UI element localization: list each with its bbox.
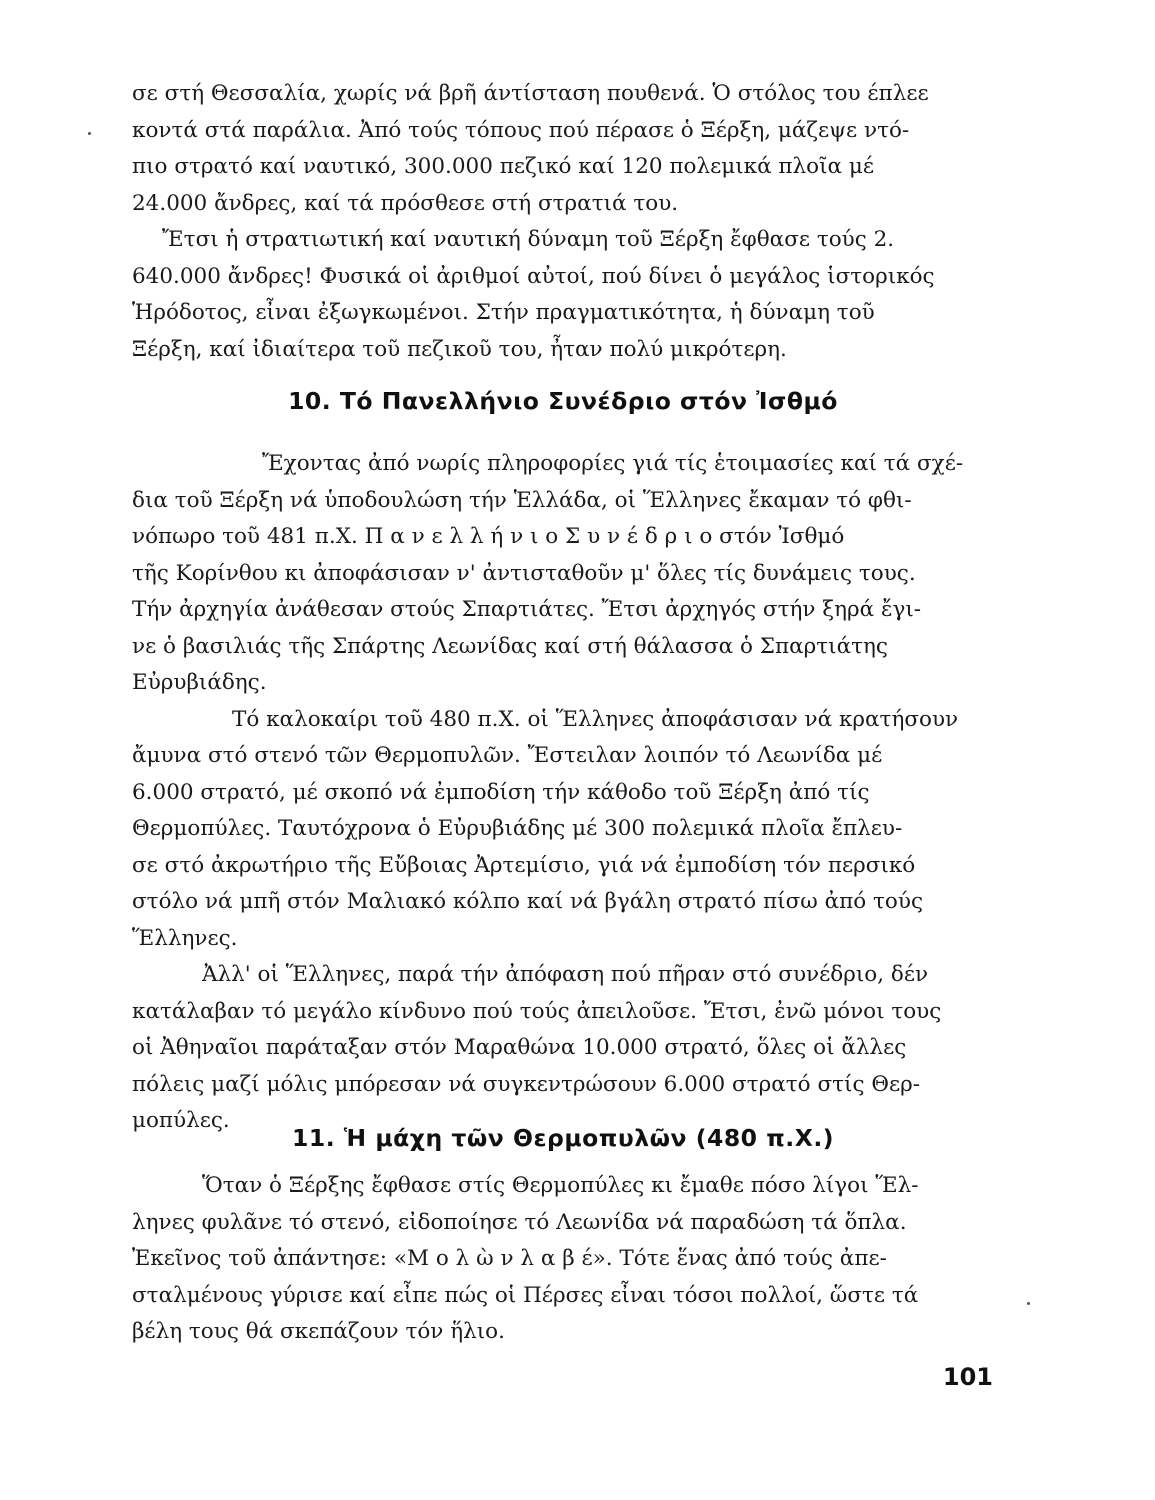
text-line: Εὐρυβιάδης. [132,670,267,695]
text-line: βέλη τους θά σκεπάζουν τόν ἥλιο. [132,1319,505,1344]
page-number: 101 [942,1363,993,1391]
text-line: κατάλαβαν τό μεγάλο κίνδυνο πού τούς ἀπειλοῦσε. Ἔτσι, ἐνῶ μόνοι τους [132,998,942,1024]
text-line: σε στό ἀκρωτήριο τῆς Εὔβοιας Ἀρτεμίσιο, γιά νά ἐμποδίση τόν περσικό [132,852,916,878]
text-block-congress [132,446,994,1140]
text-line: νόπωρο τοῦ 481 π.Χ. Π α ν ε λ λ ή ν ι ο Σ υ ν έ δ ρ ι ο στόν Ἰσθμό [132,524,845,549]
text-line: Ἔχοντας ἀπό νωρίς πληροφορίες γιά τίς ἑτοιμασίες καί τά σχέ- [262,451,964,476]
text-line: Ἀλλ' οἱ Ἕλληνες, παρά τήν ἀπόφαση πού πῆραν στό συνέδριο, δέν [202,962,929,987]
text-line: Τό καλοκαίρι τοῦ 480 π.Χ. οἱ Ἕλληνες ἀποφάσισαν νά κρατήσουν [232,706,959,732]
text-line: Ἡρόδοτος, εἶναι ἐξωγκωμένοι. Στήν πραγματικότητα, ἡ δύναμη τοῦ [132,300,875,325]
text-line: 6.000 στρατό, μέ σκοπό νά ἐμποδίση τήν κάθοδο τοῦ Ξέρξη ἀπό τίς [132,779,870,805]
text-line: Ὅταν ὁ Ξέρξης ἔφθασε στίς Θερμοπύλες κι ἔμαθε πόσο λίγοι Ἕλ- [202,1173,919,1198]
text-line: σε στή Θεσσαλία, χωρίς νά βρῆ άντίσταση πουθενά. Ὁ στόλος του έπλεε [132,81,929,106]
text-line: Τήν ἀρχηγία ἀνάθεσαν στούς Σπαρτιάτες. Ἔτσι ἀρχηγός στήν ξηρά ἔγι- [132,597,922,622]
text-line: 24.000 ἄνδρες, καί τά πρόσθεσε στή στρατιά του. [132,190,679,216]
text-line: Ἕλληνες. [132,925,238,951]
text-line: τῆς Κορίνθου κι ἀποφάσισαν ν' ἀντισταθοῦν μ' ὅλες τίς δυνάμεις τους. [132,560,916,586]
text-block-intro [132,76,994,368]
scan-speck [1027,1302,1030,1305]
text-line: νε ὁ βασιλιάς τῆς Σπάρτης Λεωνίδας καί στή θάλασσα ὁ Σπαρτιάτης [132,633,888,659]
text-line: 640.000 ἄνδρες! Φυσικά οἱ ἀριθμοί αὐτοί, πού δίνει ὁ μεγάλος ἱστορικός [132,263,935,289]
text-line: Ξέρξη, καί ἰδιαίτερα τοῦ πεζικοῦ του, ἦταν πολύ μικρότερη. [132,336,787,362]
section-heading-11: 11. Ἡ μάχη τῶν Θερμοπυλῶν (480 π.Χ.) [292,1124,834,1152]
text-line: στόλο νά μπῆ στόν Μαλιακό κόλπο καί νά βγάλη στρατό πίσω ἀπό τούς [132,889,923,914]
text-line: οἱ Ἀθηναῖοι παράταξαν στόν Μαραθώνα 10.000 στρατό, ὅλες οἱ ἄλλες [132,1035,907,1060]
text-line: κοντά στά παράλια. Ἀπό τούς τόπους πού πέρασε ὁ Ξέρξη, μάζεψε ντό- [132,117,910,143]
text-line: ἄμυνα στό στενό τῶν Θερμοπυλῶν. Ἔστειλαν λοιπόν τό Λεωνίδα μέ [132,743,883,768]
text-line: Ἔτσι ἡ στρατιωτική καί ναυτική δύναμη τοῦ Ξέρξη ἔφθασε τούς 2. [162,227,895,252]
text-line: Θερμοπύλες. Ταυτόχρονα ὁ Εὐρυβιάδης μέ 300 πολεμικά πλοῖα ἔπλευ- [132,816,903,841]
text-block-battle [132,1168,994,1351]
text-line: Ἐκεῖνος τοῦ ἀπάντησε: «Μ ο λ ὼ ν λ α β έ». Τότε ἕνας ἀπό τούς ἀπε- [132,1246,887,1271]
scan-speck [88,132,91,135]
section-heading-10: 10. Τό Πανελλήνιο Συνέδριο στόν Ἰσθμό [288,387,838,415]
text-line: μοπύλες. [132,1108,230,1133]
text-line: πιο στρατό καί ναυτικό, 300.000 πεζικό καί 120 πολεμικά πλοῖα μέ [132,154,875,179]
text-line: ληνες φυλᾶνε τό στενό, εἰδοποίησε τό Λεωνίδα νά παραδώση τά ὅπλα. [132,1209,907,1235]
text-line: δια τοῦ Ξέρξη νά ὑποδουλώση τήν Ἑλλάδα, οἱ Ἕλληνες ἔκαμαν τό φθι- [132,487,912,513]
text-line: πόλεις μαζί μόλις μπόρεσαν νά συγκεντρώσουν 6.000 στρατό στίς Θερ- [132,1071,920,1097]
text-line: σταλμένους γύρισε καί εἶπε πώς οἱ Πέρσες εἶναι τόσοι πολλοί, ὥστε τά [132,1282,919,1308]
